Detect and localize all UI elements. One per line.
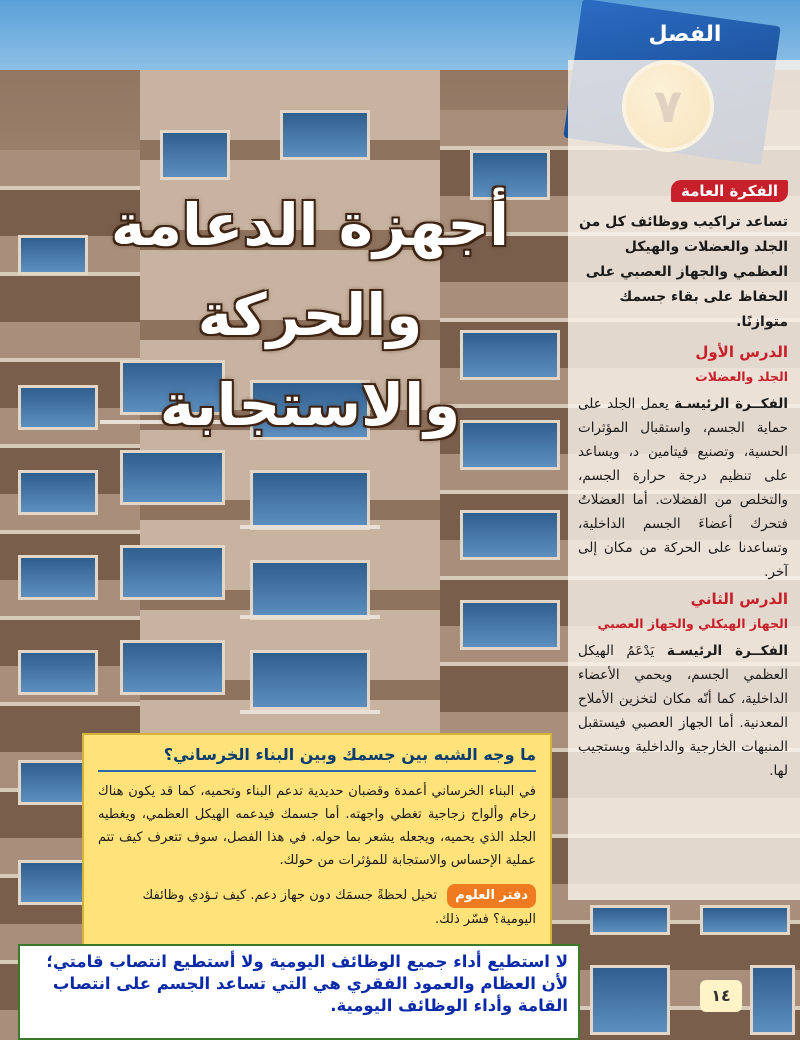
- window: [750, 965, 795, 1035]
- science-notebook-row: [98, 884, 536, 932]
- window: [590, 965, 670, 1035]
- lesson2-main-idea-label: الفكــرة الرئيسـة: [666, 643, 788, 659]
- window: [120, 545, 225, 600]
- summary-column: [568, 60, 800, 900]
- lesson1-subtitle: الجلد والعضلات: [695, 369, 788, 384]
- window: [18, 555, 98, 600]
- window: [120, 450, 225, 505]
- window: [280, 110, 370, 160]
- window: [18, 650, 98, 695]
- window: [250, 470, 370, 530]
- window: [250, 560, 370, 620]
- balcony-rail: [240, 525, 380, 529]
- window: [250, 650, 370, 710]
- answer-box: لا استطيع أداء جميع الوظائف اليومية ولا أستطيع انتصاب قامتي؛ لأن العظام والعمود الفقري هي التي تساعد الجسم على انتصاب القامة وأداء الوظائف اليومية.: [18, 944, 580, 1040]
- window: [590, 905, 670, 935]
- science-notebook-text: تخيل لحظةً جسمَك دون جهاز دعم. كيف تـؤدي وظائفك اليومية؟ فسّر ذلك.: [142, 888, 536, 927]
- lesson1-main-idea-label: الفكــرة الرئيسـة: [674, 396, 788, 412]
- balcony-rail: [240, 615, 380, 619]
- lesson2-title: الدرس الثاني: [690, 590, 788, 608]
- window: [700, 905, 790, 935]
- question-box-title: ما وجه الشبه بين جسمك وبين البناء الخرساني؟: [98, 745, 536, 772]
- big-idea-label: الفكرة العامة: [671, 180, 788, 202]
- window: [120, 640, 225, 695]
- lesson2-subtitle: الجهاز الهيكلي والجهاز العصبي: [597, 616, 788, 631]
- chapter-title-line2: والحركة والاستجابة: [159, 281, 461, 439]
- lesson1-main-idea-text: يعمل الجلد على حماية الجسم، واستقبال المؤثرات الحسية، وتصنيع فيتامين د، ويساعد على تنظيم درجة حرارة الجسم، والتخلص من الفضلات. أما العضلاتُ فتحرك أعضاءَ الجسم الداخلية، وتساعدنا على الحركة من مكان إلى آخر.: [578, 396, 788, 580]
- science-notebook-label: دفتر العلوم: [447, 884, 536, 908]
- chapter-label: الفصل: [648, 22, 722, 47]
- question-box-text: في البناء الخرساني أعمدة وقضبان حديدية تدعم البناء وتحميه، كما قد يكون هناك رخام وألواح زجاجية تغطي واجهته. أما جسمك فيدعمه الهيكل العظمي، ويغطيه الجلد الذي يحميه، ويجعله يشعر بما حوله. في هذا الفصل، سوف تتعرف كيف تتم عملية الإحساس والاستجابة للمؤثرات من حولك.: [98, 784, 536, 868]
- window: [18, 860, 88, 905]
- big-idea-text: تساعد تراكيب ووظائف كل من الجلد والعضلات والهيكل العظمي والجهاز العصبي على الحفاظ على بقاء جسمك متوازنًا.: [578, 214, 788, 330]
- lesson1-title: الدرس الأول: [695, 343, 788, 361]
- window: [460, 510, 560, 560]
- lesson2-main-idea-text: يَدْعَمُ الهيكل العظمي الجسم، ويحمي الأعضاء الداخلية، كما أنّه مكان لتخزين الأملاح المعدنية. أما الجهاز العصبي فيستقبل المنبهات الخارجية والداخلية ويستجيب لها.: [578, 643, 788, 779]
- window: [18, 470, 98, 515]
- window: [160, 130, 230, 180]
- lesson1-text: [578, 392, 788, 584]
- window: [18, 760, 88, 805]
- lesson2-text: [578, 639, 788, 783]
- page-number: ١٤: [700, 980, 742, 1012]
- chapter-title: [70, 180, 550, 450]
- chapter-title-line1: أجهزة الدعامة: [110, 191, 510, 259]
- question-box: [82, 733, 552, 948]
- balcony-rail: [240, 710, 380, 714]
- window: [460, 600, 560, 650]
